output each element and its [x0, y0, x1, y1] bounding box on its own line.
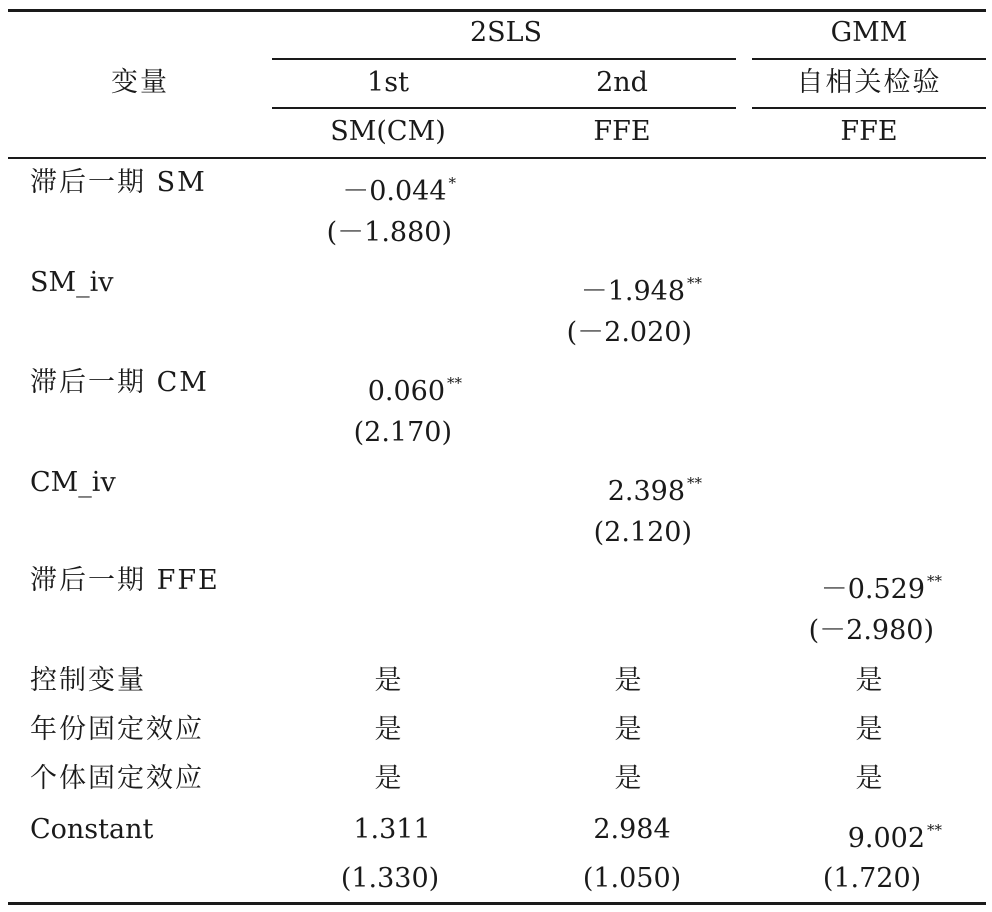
significance-stars: **	[687, 474, 702, 492]
header-sub-gmm: 自相关检验	[796, 67, 942, 98]
coef-lag-cm-1st	[368, 368, 462, 407]
individual-fe-1st: 是	[374, 763, 402, 794]
header-bottom-rule	[8, 157, 986, 159]
row-label-constant: Constant	[30, 814, 154, 845]
row-label-cm-iv: CM_iv	[30, 467, 116, 498]
bottom-rule	[8, 902, 986, 905]
significance-stars: **	[927, 821, 942, 839]
year-fe-2nd: 是	[614, 714, 642, 745]
constant-1st: 1.311	[353, 814, 431, 845]
coef-lag-ffe-gmm	[821, 566, 942, 605]
significance-stars: **	[927, 572, 942, 590]
coef-value: －1.948	[580, 276, 685, 307]
coef-sm-iv-2nd	[581, 268, 702, 307]
rule-gmm	[752, 58, 986, 60]
tstat-constant-1st: (1.330)	[340, 863, 440, 894]
year-fe-1st: 是	[374, 714, 402, 745]
significance-stars: **	[447, 374, 462, 392]
row-label-individual-fe: 个体固定效应	[30, 763, 204, 794]
header-dep-1st: SM(CM)	[330, 116, 446, 147]
tstat-lag-sm-1st: (－1.880)	[326, 217, 452, 248]
constant-gmm	[848, 815, 942, 854]
coef-value: －0.529	[820, 574, 925, 605]
header-variable: 变量	[111, 67, 169, 98]
individual-fe-2nd: 是	[614, 763, 642, 794]
coef-cm-iv-2nd	[608, 468, 702, 507]
coef-value: 0.060	[367, 376, 445, 407]
tstat-lag-ffe-gmm: (－2.980)	[808, 615, 934, 646]
controls-1st: 是	[374, 665, 402, 696]
row-label-lag-ffe: 滞后一期 FFE	[30, 565, 220, 596]
header-dep-gmm: FFE	[840, 116, 898, 147]
rule-sub-2sls	[272, 107, 736, 109]
rule-sub-gmm	[752, 107, 986, 109]
coef-value: 2.398	[607, 476, 685, 507]
significance-stars: **	[687, 274, 702, 292]
controls-gmm: 是	[855, 665, 883, 696]
coef-value: 9.002	[847, 823, 925, 854]
rule-2sls	[272, 58, 736, 60]
year-fe-gmm: 是	[855, 714, 883, 745]
controls-2nd: 是	[614, 665, 642, 696]
coef-value: －0.044	[342, 176, 447, 207]
row-label-sm-iv: SM_iv	[30, 267, 114, 298]
significance-stars: *	[448, 174, 456, 192]
header-group-gmm: GMM	[830, 17, 908, 48]
individual-fe-gmm: 是	[855, 763, 883, 794]
header-dep-2nd: FFE	[593, 116, 651, 147]
tstat-cm-iv-2nd: (2.120)	[593, 517, 692, 548]
tstat-constant-gmm: (1.720)	[822, 863, 922, 894]
header-group-2sls: 2SLS	[469, 17, 543, 48]
row-label-lag-cm: 滞后一期 CM	[30, 367, 209, 398]
tstat-lag-cm-1st: (2.170)	[353, 417, 452, 448]
header-sub-2nd: 2nd	[596, 67, 648, 98]
tstat-sm-iv-2nd: (－2.020)	[566, 317, 692, 348]
row-label-year-fe: 年份固定效应	[30, 714, 204, 745]
constant-2nd: 2.984	[593, 814, 671, 845]
top-rule	[8, 9, 986, 12]
coef-lag-sm-1st	[342, 168, 456, 207]
header-sub-1st: 1st	[367, 67, 409, 98]
row-label-controls: 控制变量	[30, 665, 146, 696]
row-label-lag-sm: 滞后一期 SM	[30, 167, 207, 198]
tstat-constant-2nd: (1.050)	[582, 863, 682, 894]
